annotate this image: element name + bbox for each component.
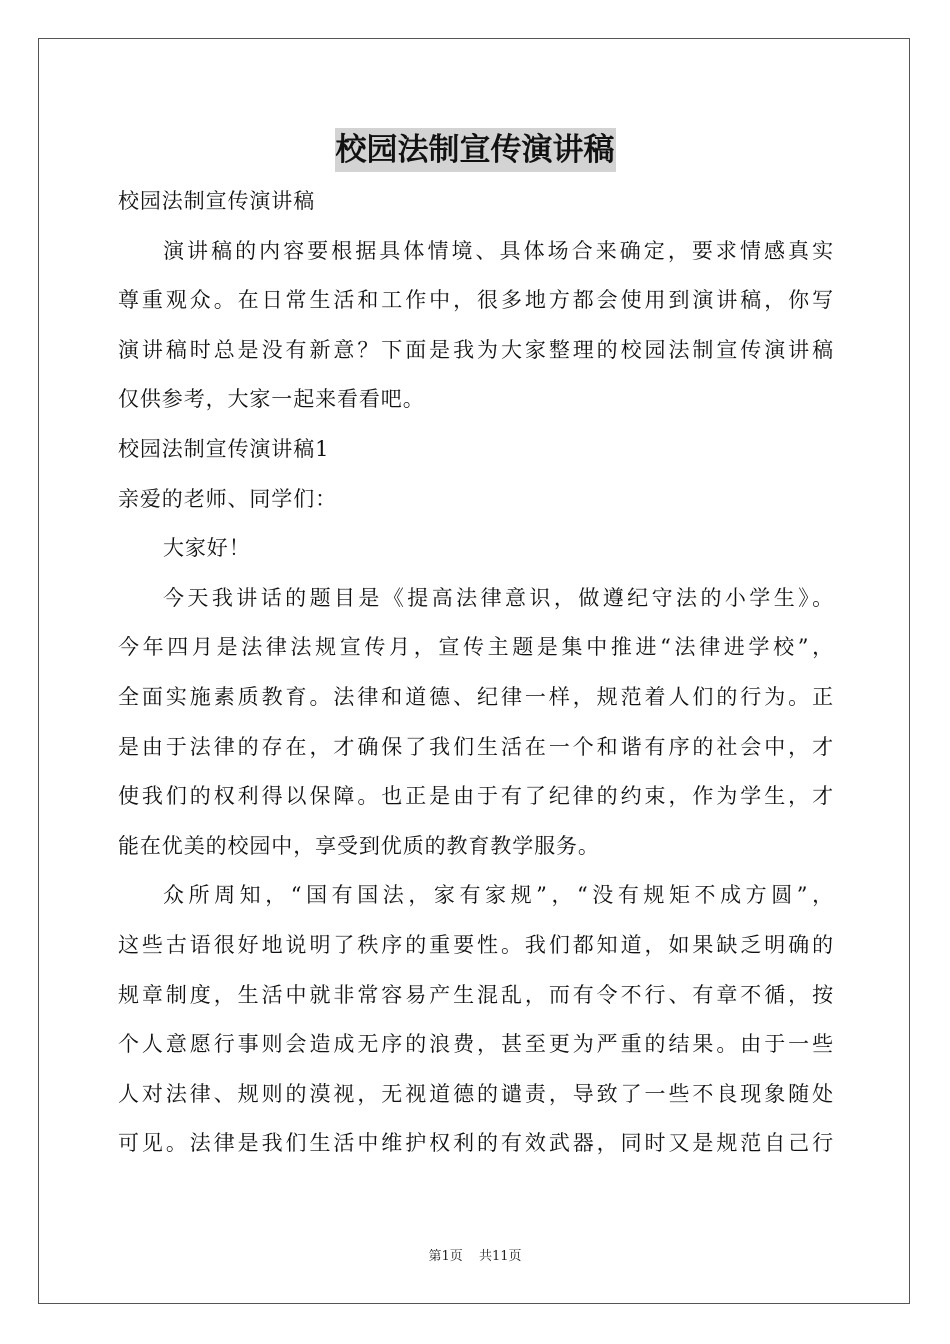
text-line: 个人意愿行事则会造成无序的浪费，甚至更为严重的结果。由于一些 [118,1032,834,1057]
text-line: 使我们的权利得以保障。也正是由于有了纪律的约束，作为学生，才 [118,784,834,809]
text-line: 人对法律、规则的漠视，无视道德的谴责，导致了一些不良现象随处 [118,1081,834,1106]
text-line: 众所周知，“国有国法，家有家规”，“没有规矩不成方圆”， [163,883,834,908]
text-line: 仅供参考，大家一起来看看吧。 [118,387,425,412]
text-line: 能在优美的校园中，享受到优质的教育教学服务。 [118,833,600,858]
text-line: 演讲稿的内容要根据具体情境、具体场合来确定，要求情感真实 [163,238,834,263]
text-line: 这些古语很好地说明了秩序的重要性。我们都知道，如果缺乏明确的 [118,932,834,957]
text-line: 可见。法律是我们生活中维护权利的有效武器，同时又是规范自己行 [118,1131,834,1156]
text-line: 校园法制宣传演讲稿1 [118,436,330,461]
text-line: 大家好！ [163,536,251,561]
document-body [118,177,834,1169]
page-number: 第1页 [428,1249,463,1264]
text-line: 尊重观众。在日常生活和工作中，很多地方都会使用到演讲稿，你写 [118,288,834,313]
text-line: 校园法制宣传演讲稿 [118,189,316,213]
text-line: 今年四月是法律法规宣传月，宣传主题是集中推进“法律进学校”， [118,635,834,660]
page-total: 共11页 [478,1249,522,1264]
page-footer [0,1248,950,1266]
text-line: 亲爱的老师、同学们： [118,486,337,511]
document-title: 校园法制宣传演讲稿 [335,128,616,172]
text-line: 是由于法律的存在，才确保了我们生活在一个和谐有序的社会中，才 [118,734,834,759]
text-line: 演讲稿时总是没有新意？下面是我为大家整理的校园法制宣传演讲稿 [118,337,834,362]
text-line: 全面实施素质教育。法律和道德、纪律一样，规范着人们的行为。正 [118,684,834,709]
text-line: 今天我讲话的题目是《提高法律意识，做遵纪守法的小学生》。 [163,585,834,610]
title-container [0,128,950,172]
text-line: 规章制度，生活中就非常容易产生混乱，而有令不行、有章不循，按 [118,982,834,1007]
